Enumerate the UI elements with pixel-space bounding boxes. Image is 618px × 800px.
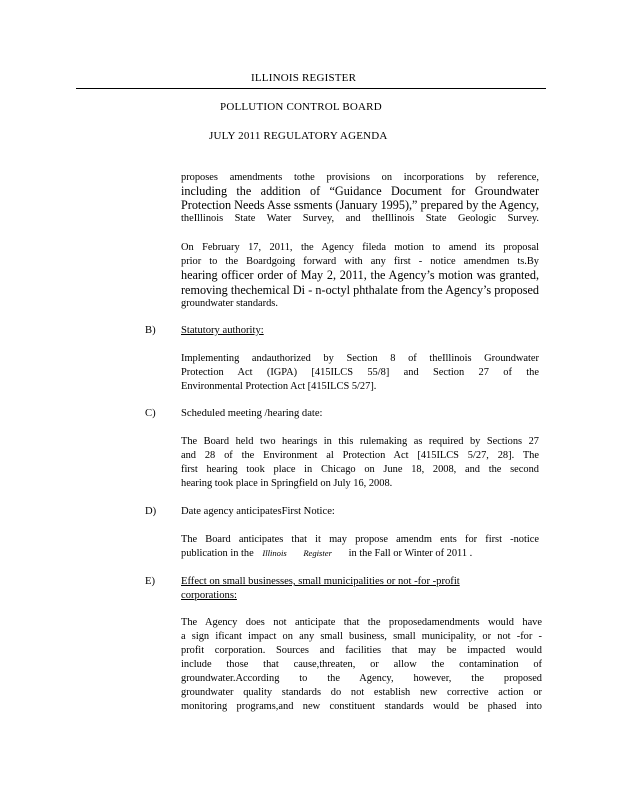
- publication-title-italic: Illinois: [262, 548, 287, 558]
- text-line: hearing took place in Springfield on July 16, 2008.: [181, 478, 393, 489]
- section-heading: Scheduled meeting /hearing date:: [181, 408, 323, 419]
- section-label: C): [145, 408, 156, 419]
- text-line: groundwater.According to the Agency, however, the proposed: [181, 673, 542, 684]
- text-fragment: publication in the: [181, 548, 254, 559]
- section-heading: corporations:: [181, 590, 237, 601]
- text-line: The Board held two hearings in this rulemaking as required by Sections 27: [181, 436, 539, 447]
- section-label: D): [145, 506, 157, 517]
- text-line: groundwater quality standards do not establish new corrective action or: [181, 687, 542, 698]
- agenda-title: JULY 2011 REGULATORY AGENDA: [209, 130, 388, 142]
- text-line: The Board anticipates that it may propose amendm ents for first -notice: [181, 534, 539, 545]
- register-title: ILLINOIS REGISTER: [251, 72, 357, 84]
- text-line: monitoring programs,and new constituent standards would be phased into: [181, 701, 542, 712]
- section-label: E): [145, 576, 155, 587]
- text-line: including the addition of “Guidance Document for Groundwater: [181, 184, 539, 198]
- text-line: prior to the Boardgoing forward with any first - notice amendmen ts.By: [181, 256, 539, 267]
- text-line: and 28 of the Environment al Protection Act [415ILCS 5/27, 28]. The: [181, 450, 539, 461]
- text-line: On February 17, 2011, the Agency fileda motion to amend its proposal: [181, 242, 539, 253]
- text-line: Protection Needs Asse ssments (January 1995),” prepared by the Agency,: [181, 198, 539, 212]
- text-line: theIllinois State Water Survey, and theIllinois State Geologic Survey.: [181, 213, 539, 224]
- text-line: profit corporation. Sources and facilities that may be impacted would: [181, 645, 542, 656]
- text-line: a sign ificant impact on any small business, small municipality, or not -for -: [181, 631, 542, 642]
- section-heading: Effect on small businesses, small municipalities or not -for -profit: [181, 576, 460, 587]
- text-line: first hearing took place in Chicago on June 18, 2008, and the second: [181, 464, 539, 475]
- text-line: [181, 548, 472, 559]
- board-title: POLLUTION CONTROL BOARD: [220, 101, 382, 113]
- text-line: Implementing andauthorized by Section 8 of theIllinois Groundwater: [181, 353, 539, 364]
- section-heading: Date agency anticipatesFirst Notice:: [181, 506, 335, 517]
- text-line: The Agency does not anticipate that the proposedamendments would have: [181, 617, 542, 628]
- section-heading: Statutory authority:: [181, 325, 264, 336]
- text-line: proposes amendments tothe provisions on incorporations by reference,: [181, 172, 539, 183]
- header-rule: [76, 88, 546, 89]
- text-line: removing thechemical Di - n-octyl phthalate from the Agency’s proposed: [181, 283, 539, 297]
- section-label: B): [145, 325, 156, 336]
- text-fragment: in the Fall or Winter of 2011 .: [348, 548, 473, 559]
- text-line: Environmental Protection Act [415ILCS 5/27].: [181, 381, 377, 392]
- publication-title-italic: Register: [303, 548, 332, 558]
- text-line: Protection Act (IGPA) [415ILCS 55/8] and Section 27 of the: [181, 367, 539, 378]
- text-line: include those that cause,threaten, or allow the contamination of: [181, 659, 542, 670]
- text-line: hearing officer order of May 2, 2011, the Agency’s motion was granted,: [181, 268, 539, 282]
- text-line: groundwater standards.: [181, 298, 278, 309]
